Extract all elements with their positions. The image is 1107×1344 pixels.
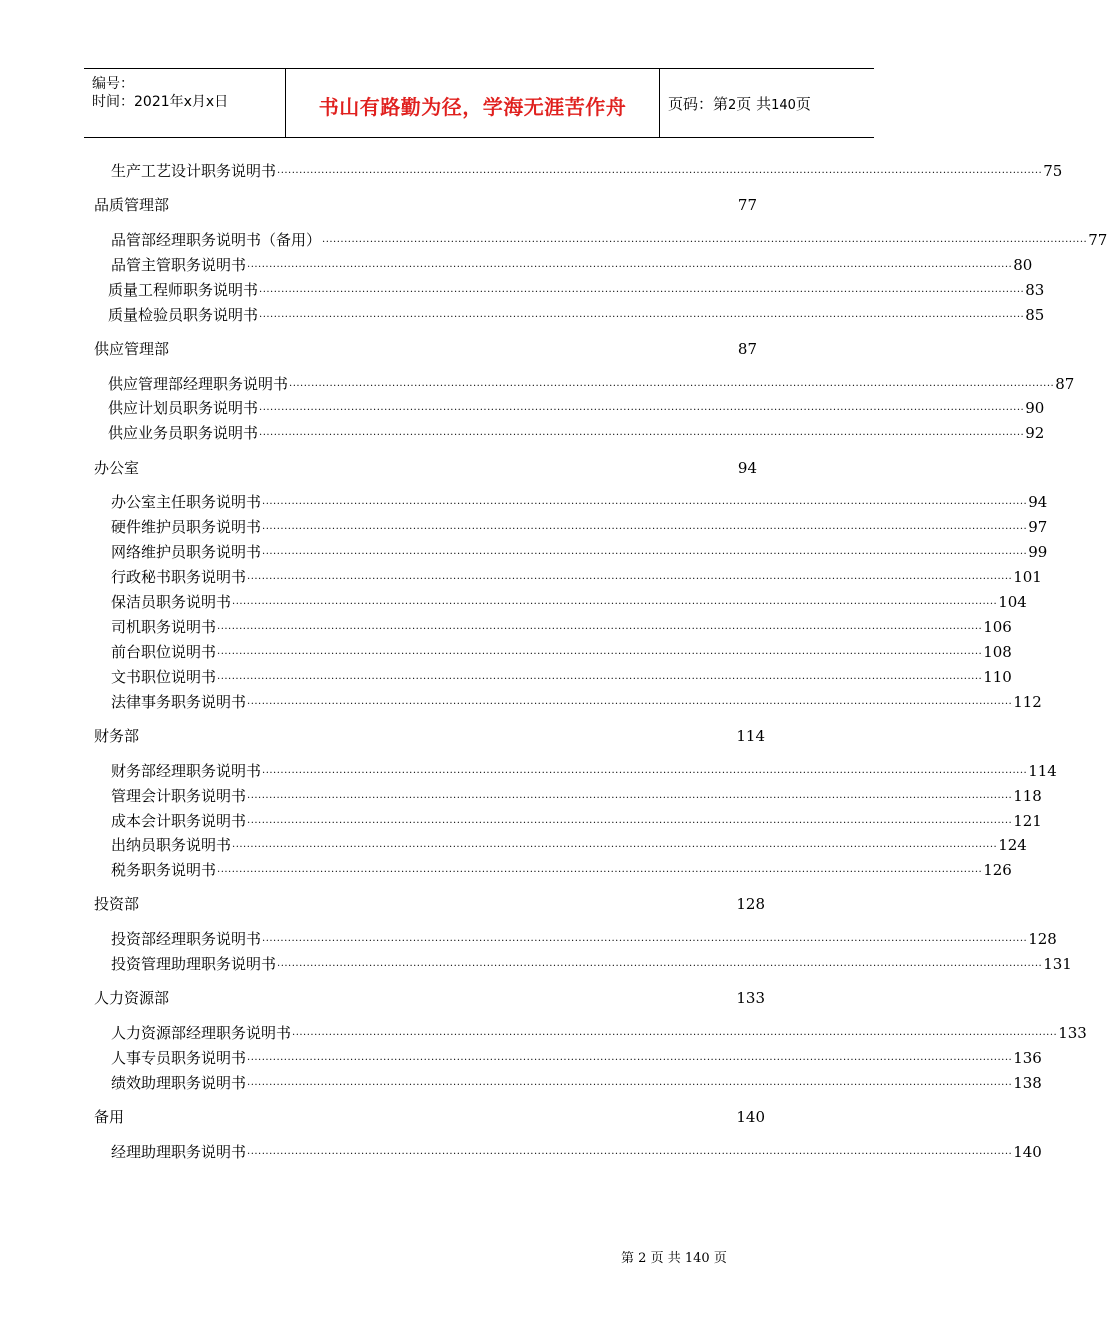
header-page-cell <box>660 69 874 137</box>
toc-section[interactable]: 办公室 94 <box>94 459 757 477</box>
toc-section[interactable]: 品质管理部 77 <box>94 196 757 214</box>
toc-entry[interactable]: 出纳员职务说明书 ................................................................................................................................................................................................................ 124 <box>111 836 1027 854</box>
toc-entry[interactable]: 前台职位说明书 ................................................................................................................................................................................................................ 108 <box>111 643 1012 661</box>
toc-section[interactable]: 备用 140 <box>94 1108 765 1126</box>
page-header <box>84 68 874 138</box>
toc-entry[interactable]: 供应计划员职务说明书 ................................................................................................................................................................................................................ 90 <box>108 399 1045 417</box>
toc-entry[interactable]: 投资管理助理职务说明书 ................................................................................................................................................................................................................ 131 <box>111 955 1072 973</box>
page-footer: 第 2 页 共 140 页 <box>621 1251 727 1266</box>
toc-entry[interactable]: 网络维护员职务说明书 ................................................................................................................................................................................................................ 99 <box>111 543 1048 561</box>
toc-entry[interactable]: 文书职位说明书 ................................................................................................................................................................................................................ 110 <box>111 668 1012 686</box>
toc-entry[interactable]: 经理助理职务说明书 ................................................................................................................................................................................................................ 140 <box>111 1143 1042 1161</box>
toc-entry[interactable]: 质量检验员职务说明书 ................................................................................................................................................................................................................ 85 <box>108 306 1045 324</box>
header-page-info: 页码：第2页 共140页 <box>668 95 811 113</box>
toc-entry[interactable]: 司机职务说明书 ................................................................................................................................................................................................................ 106 <box>111 618 1012 636</box>
toc-entry[interactable]: 成本会计职务说明书 ................................................................................................................................................................................................................ 121 <box>111 812 1042 830</box>
header-motto: 书山有路勤为径，学海无涯苦作舟 <box>318 95 627 119</box>
toc-entry[interactable]: 保洁员职务说明书 ................................................................................................................................................................................................................ 104 <box>111 593 1027 611</box>
toc-entry[interactable]: 行政秘书职务说明书 ................................................................................................................................................................................................................ 101 <box>111 568 1042 586</box>
toc-entry[interactable]: 品管部经理职务说明书（备用） ................................................................................................................................................................................................................ 77 <box>111 231 1107 249</box>
toc-entry[interactable]: 硬件维护员职务说明书 ................................................................................................................................................................................................................ 97 <box>111 518 1048 536</box>
document-date: 时间：2021年x月x日 <box>92 94 229 110</box>
header-left-cell <box>84 69 286 137</box>
document-number-label: 编号： <box>92 76 134 92</box>
header-motto-cell <box>286 69 660 137</box>
toc-entry[interactable]: 管理会计职务说明书 ................................................................................................................................................................................................................ 118 <box>111 787 1042 805</box>
toc-entry[interactable]: 质量工程师职务说明书 ................................................................................................................................................................................................................ 83 <box>108 281 1045 299</box>
toc-entry[interactable]: 法律事务职务说明书 ................................................................................................................................................................................................................ 112 <box>111 693 1042 711</box>
toc-entry[interactable]: 品管主管职务说明书 ................................................................................................................................................................................................................ 80 <box>111 256 1033 274</box>
toc-entry[interactable]: 供应管理部经理职务说明书 ................................................................................................................................................................................................................ 87 <box>108 375 1075 393</box>
toc-entry[interactable]: 供应业务员职务说明书 ................................................................................................................................................................................................................ 92 <box>108 424 1045 442</box>
toc-section[interactable]: 财务部 114 <box>94 727 765 745</box>
toc-entry[interactable]: 办公室主任职务说明书 ................................................................................................................................................................................................................ 94 <box>111 493 1048 511</box>
toc-section[interactable]: 投资部 128 <box>94 895 765 913</box>
toc-entry[interactable]: 投资部经理职务说明书 ................................................................................................................................................................................................................ 128 <box>111 930 1057 948</box>
toc-entry[interactable]: 人事专员职务说明书 ................................................................................................................................................................................................................ 136 <box>111 1049 1042 1067</box>
toc-entry[interactable]: 财务部经理职务说明书 ................................................................................................................................................................................................................ 114 <box>111 762 1057 780</box>
toc-entry[interactable]: 生产工艺设计职务说明书 ................................................................................................................................................................................................................ 75 <box>111 162 1063 180</box>
toc-entry[interactable]: 绩效助理职务说明书 ................................................................................................................................................................................................................ 138 <box>111 1074 1042 1092</box>
toc-entry[interactable]: 人力资源部经理职务说明书 ................................................................................................................................................................................................................ 133 <box>111 1024 1087 1042</box>
toc-section[interactable]: 供应管理部 87 <box>94 340 757 358</box>
toc-section[interactable]: 人力资源部 133 <box>94 989 765 1007</box>
toc-entry[interactable]: 税务职务说明书 ................................................................................................................................................................................................................ 126 <box>111 861 1012 879</box>
